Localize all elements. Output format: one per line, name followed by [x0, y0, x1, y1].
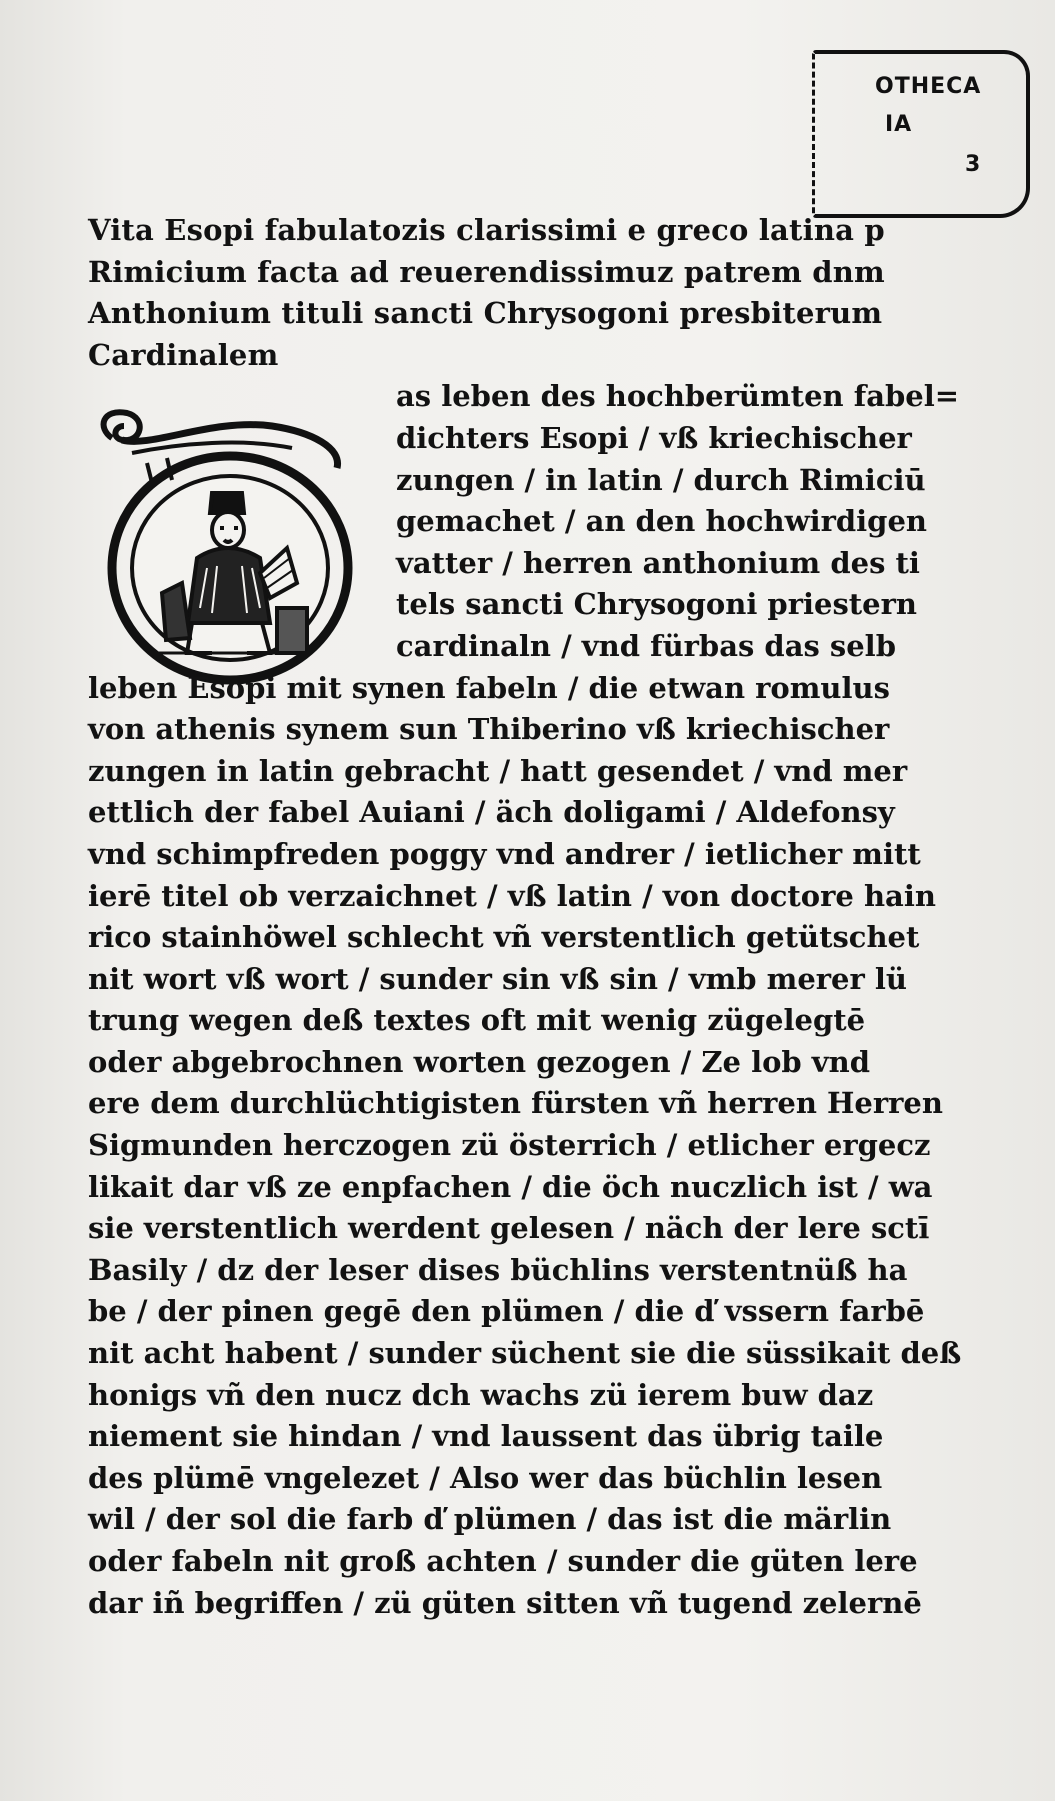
- text-line: likait dar vß ze enpfachen / die öch nuczlich ist / wa: [88, 1169, 933, 1204]
- heading-line: Vita Esopi fabulatozis clarissimi e greco latina p: [88, 213, 885, 247]
- indented-block: [88, 376, 988, 667]
- stamp-line-3: 3: [965, 152, 982, 177]
- heading-line: Cardinalem: [88, 337, 279, 372]
- text-line: tels sancti Chrysogoni priestern: [396, 587, 917, 622]
- text-line: dar iñ begriffen / zü güten sitten vñ tugend zelernē: [88, 1585, 922, 1620]
- text-line: rico stainhöwel schlecht vñ verstentlich getütschet: [88, 920, 920, 955]
- heading-line: Anthonium tituli sancti Chrysogoni presbiterum: [88, 296, 883, 331]
- page-text: [88, 210, 988, 1624]
- text-line: dichters Esopi / vß kriechischer: [396, 420, 912, 455]
- text-line: cardinaln / vnd fürbas das selb: [396, 628, 896, 663]
- text-line: nit wort vß wort / sunder sin vß sin / vmb merer lü: [88, 961, 907, 996]
- text-line: des plümē vngelezet / Also wer das büchlin lesen: [88, 1460, 883, 1495]
- text-line: ierē titel ob verzaichnet / vß latin / von doctore hain: [88, 878, 936, 913]
- stamp-line-2: IA: [885, 112, 913, 137]
- text-line: ettlich der fabel Auiani / äch doligami / Aldefonsy: [88, 795, 895, 830]
- text-line: nit acht habent / sunder süchent sie die süssikait deß: [88, 1336, 962, 1371]
- text-line: as leben des hochberümten fabel=: [396, 379, 960, 414]
- text-line: leben Esopi mit synen fabeln / die etwan romulus: [88, 670, 890, 705]
- text-line: sie verstentlich werdent gelesen / näch der lere sctī: [88, 1211, 930, 1246]
- text-line: gemachet / an den hochwirdigen: [396, 504, 927, 539]
- text-line: von athenis synem sun Thiberino vß kriechischer: [88, 712, 890, 747]
- body-block: [88, 668, 988, 1625]
- text-line: zungen / in latin / durch Rimiciū: [396, 462, 926, 497]
- text-line: Sigmunden herczogen zü österrich / etlicher ergecz: [88, 1128, 931, 1163]
- text-line: vatter / herren anthonium des ti: [396, 545, 920, 580]
- text-line: wil / der sol die farb ď plümen / das ist die märlin: [88, 1502, 892, 1537]
- text-line: be / der pinen gegē den plümen / die ď vssern farbē: [88, 1294, 925, 1329]
- text-line: Basily / dz der leser dises büchlins verstentnüß ha: [88, 1252, 908, 1287]
- text-line: ere dem durchlüchtigisten fürsten vñ herren Herren: [88, 1086, 943, 1121]
- heading-line: Rimicium facta ad reuerendissimuz patrem dnm: [88, 254, 885, 289]
- text-line: zungen in latin gebracht / hatt gesendet / vnd mer: [88, 753, 908, 788]
- text-line: vnd schimpfreden poggy vnd andrer / ietlicher mitt: [88, 836, 921, 871]
- text-line: niement sie hindan / vnd laussent das übrig taile: [88, 1419, 884, 1454]
- text-line: honigs vñ den nucz dch wachs zü ierem buw daz: [88, 1377, 874, 1412]
- text-line: trung wegen deß textes oft mit wenig zügelegtē: [88, 1003, 866, 1038]
- text-line: oder fabeln nit groß achten / sunder die güten lere: [88, 1544, 918, 1578]
- library-stamp: [812, 50, 1030, 218]
- heading-block: [88, 210, 988, 376]
- stamp-line-1: OTHECA: [875, 74, 982, 99]
- text-line: oder abgebrochnen worten gezogen / Ze lob vnd: [88, 1044, 871, 1079]
